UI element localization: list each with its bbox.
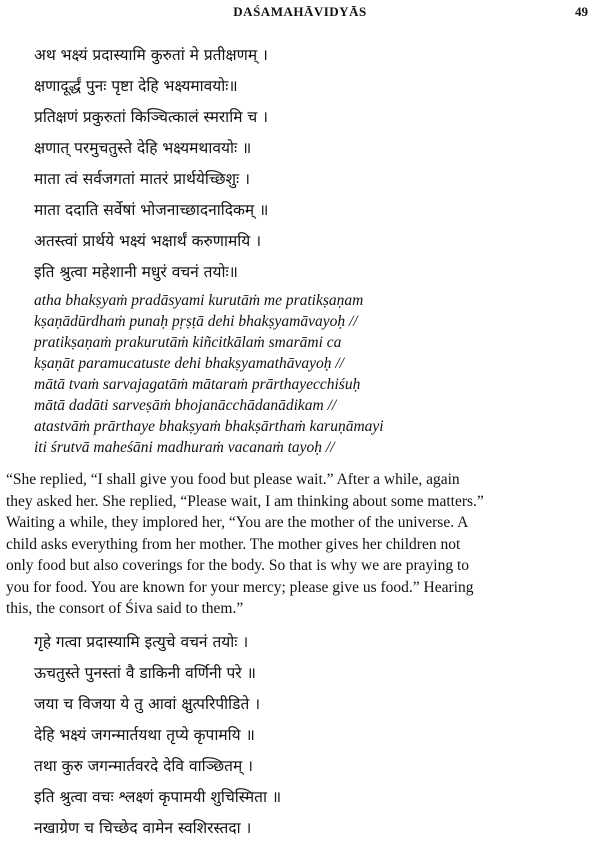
verse-line: माता त्वं सर्वजगतां मातरं प्रार्थयेच्छिशुः । — [34, 170, 250, 188]
verse-line: तथा कुरु जगन्मार्तवरदे देवि वाञ्छितम् । — [34, 757, 254, 775]
verse-line: अतस्त्वां प्रार्थये भक्ष्यं भक्षार्थं करुणामयि । — [34, 232, 262, 250]
prose-line: this, the consort of Śiva said to them.” — [6, 600, 244, 617]
transliteration-line: mātā dadāti sarveṣāṁ bhojanācchādanādikam // — [34, 397, 337, 414]
verse-line: इति श्रुत्वा महेशानी मधुरं वचनं तयोः॥ — [34, 263, 238, 281]
verse-line: नखाग्रेण च चिच्छेद वामेन स्वशिरस्तदा । — [34, 819, 252, 837]
running-head — [0, 4, 600, 22]
transliteration-line: mātā tvaṁ sarvajagatāṁ mātaraṁ prārthayecchiśuḥ — [34, 376, 361, 393]
verse-line: जया च विजया ये तु आवां क्षुत्परिपीडिते । — [34, 695, 261, 713]
transliteration-line: iti śrutvā maheśāni madhuraṁ vacanaṁ tayoḥ // — [34, 439, 335, 456]
transliteration-line: kṣaṇāt paramucatuste dehi bhakṣyamathāvayoḥ // — [34, 355, 344, 372]
verse-line: गृहे गत्वा प्रदास्यामि इत्युचे वचनं तयोः । — [34, 633, 249, 651]
running-title: DAŚAMAHĀVIDYĀS — [233, 4, 367, 19]
transliteration-line: kṣaṇādūrdhaṁ punaḥ pṛṣṭā dehi bhakṣyamāvayoḥ // — [34, 313, 358, 330]
prose-line: they asked her. She replied, “Please wait, I am thinking about some matters.” — [6, 492, 484, 510]
verse-line: प्रतिक्षणं प्रकुरुतां किञ्चित्कालं स्मरामि च । — [34, 108, 269, 126]
verse-line: क्षणादूर्द्धं पुनः पृष्टा देहि भक्ष्यमावयोः॥ — [34, 77, 238, 95]
prose-line: “She replied, “I shall give you food but please wait.” After a while, again — [6, 471, 460, 488]
translation-paragraph — [6, 469, 594, 620]
transliteration-line: atha bhakṣyaṁ pradāsyami kurutāṁ me pratikṣaṇam — [34, 292, 364, 309]
prose-line: only food but also coverings for the body. So that is why we are praying to — [6, 557, 470, 574]
transliteration-line: atastvāṁ prārthaye bhakṣyaṁ bhakṣārthaṁ karuṇāmayi — [34, 418, 384, 435]
page-number: 49 — [575, 4, 588, 19]
verse-line: देहि भक्ष्यं जगन्मार्तयथा तृप्ये कृपामयि ॥ — [34, 726, 255, 744]
verse-line: माता ददाति सर्वेषां भोजनाच्छादनादिकम् ॥ — [34, 201, 269, 219]
verse-line: अथ भक्ष्यं प्रदास्यामि कुरुतां मे प्रतीक्षणम् । — [34, 46, 268, 64]
prose-line: you for food. You are known for your mercy; please give us food.” Hearing — [6, 578, 474, 596]
prose-line: Waiting a while, they implored her, “You are the mother of the universe. A — [6, 514, 469, 531]
sanskrit-verse-top — [34, 40, 594, 288]
verse-line: इति श्रुत्वा वचः श्लक्ष्णं कृपामयी शुचिस्मिता ॥ — [34, 788, 282, 806]
transliteration-line: pratikṣaṇaṁ prakurutāṁ kiñcitkālaṁ smarāmi ca — [34, 334, 342, 351]
transliteration-block — [34, 290, 594, 458]
verse-line: क्षणात् परमुचतुस्ते देहि भक्ष्यमथावयोः ॥ — [34, 139, 252, 157]
verse-line: ऊचतुस्ते पुनस्तां वै डाकिनी वर्णिनी परे ॥ — [34, 664, 256, 682]
prose-line: child asks everything from her mother. The mother gives her children not — [6, 535, 461, 553]
sanskrit-verse-bottom — [34, 627, 594, 844]
